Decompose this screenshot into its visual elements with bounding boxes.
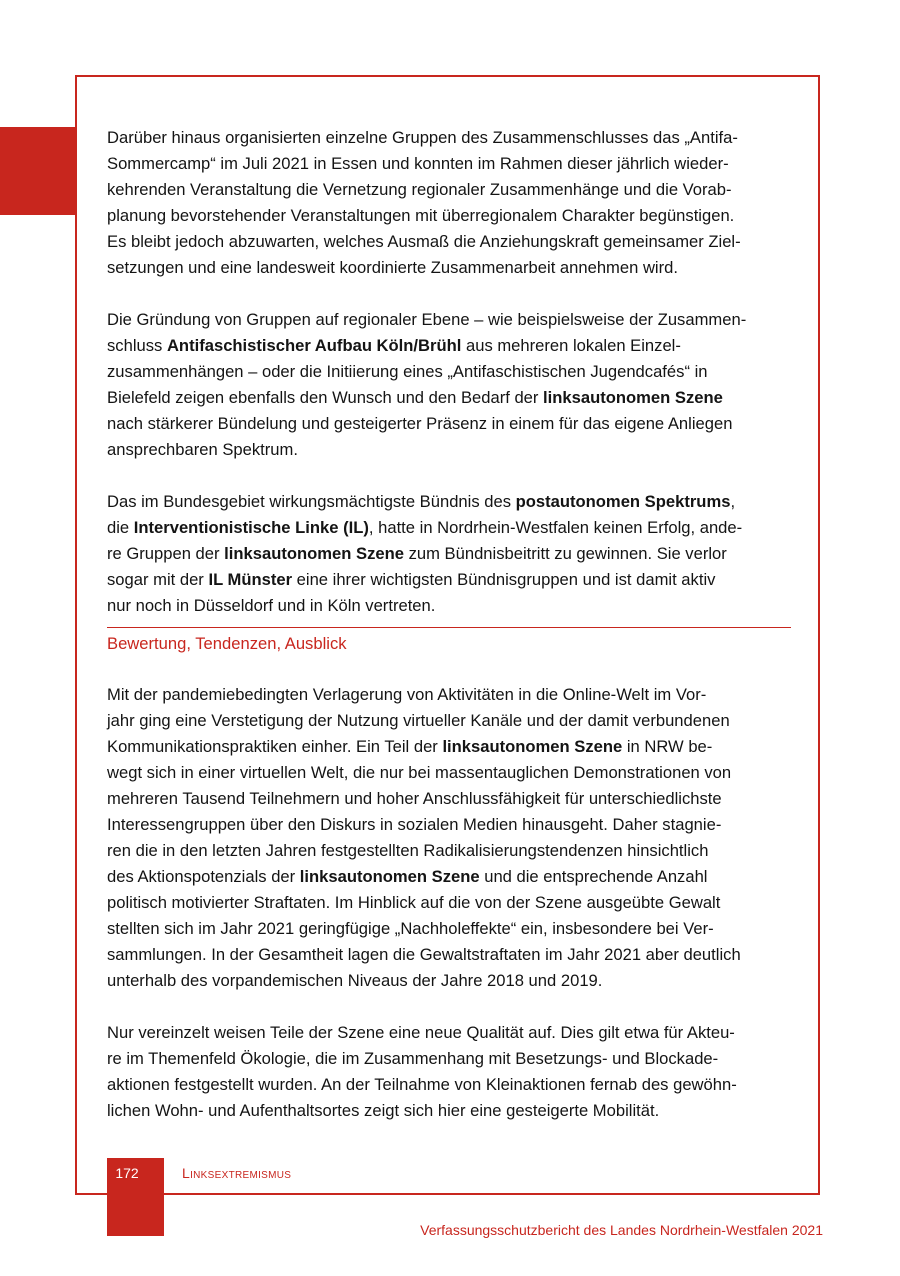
text-line	[107, 760, 791, 786]
text-run: Mit der pandemiebedingten Verlagerung von Aktivitäten in die Online-Welt im Vor-	[107, 685, 707, 704]
text-line	[107, 942, 791, 968]
text-line	[107, 177, 791, 203]
chapter-label: Linksextremismus	[182, 1165, 292, 1181]
text-line	[107, 307, 791, 333]
text-run: unterhalb des vorpandemischen Niveaus der Jahre 2018 und 2019.	[107, 971, 603, 990]
paragraph	[107, 125, 791, 281]
text-run: Sommercamp“ im Juli 2021 in Essen und konnten im Rahmen dieser jährlich wieder-	[107, 154, 729, 173]
text-run: Darüber hinaus organisierten einzelne Gruppen des Zusammenschlusses das „Antifa-	[107, 128, 738, 147]
text-line	[107, 838, 791, 864]
text-run: ren die in den letzten Jahren festgestellten Radikalisierungstendenzen hinsichtlich	[107, 841, 709, 860]
text-line	[107, 682, 791, 708]
bold-term: linksautonomen Szene	[543, 388, 723, 407]
paragraph	[107, 682, 791, 994]
text-line	[107, 125, 791, 151]
text-run: zusammenhängen – oder die Initiierung eines „Antifaschistischen Jugendcafés“ in	[107, 362, 708, 381]
paragraph	[107, 489, 791, 619]
page-number: 172	[115, 1165, 139, 1181]
text-run: planung bevorstehender Veranstaltungen mit überregionalem Charakter begünstigen.	[107, 206, 735, 225]
text-line	[107, 1098, 791, 1124]
text-line	[107, 541, 791, 567]
text-run: aus mehreren lokalen Einzel-	[461, 336, 681, 355]
text-run: und die entsprechende Anzahl	[479, 867, 708, 886]
bold-term: linksautonomen Szene	[224, 544, 404, 563]
text-line	[107, 489, 791, 515]
text-line	[107, 151, 791, 177]
text-run: zum Bündnisbeitritt zu gewinnen. Sie verlor	[403, 544, 727, 563]
text-run: re Gruppen der	[107, 544, 225, 563]
text-run: des Aktionspotenzials der	[107, 867, 300, 886]
paragraphs-before-heading	[107, 125, 791, 619]
text-run: stellten sich im Jahr 2021 geringfügige „Nachholeffekte“ ein, insbesondere bei Ver-	[107, 919, 714, 938]
text-line	[107, 359, 791, 385]
bold-term: linksautonomen Szene	[299, 867, 480, 886]
text-line	[107, 890, 791, 916]
text-run: mehreren Tausend Teilnehmern und hoher Anschlussfähigkeit für unterschiedlichste	[107, 789, 722, 808]
text-line	[107, 708, 791, 734]
text-run: Bielefeld zeigen ebenfalls den Wunsch und den Bedarf der	[107, 388, 544, 407]
text-run: Es bleibt jedoch abzuwarten, welches Ausmaß die Anziehungskraft gemeinsamer Ziel-	[107, 232, 741, 251]
bold-term: linksautonomen Szene	[442, 737, 623, 756]
text-line	[107, 968, 791, 994]
text-line	[107, 411, 791, 437]
text-line	[107, 255, 791, 281]
text-run: die	[107, 518, 134, 537]
paragraph	[107, 1020, 791, 1124]
paragraph	[107, 307, 791, 463]
bold-term: postautonomen Spektrums	[515, 492, 731, 511]
text-run: Kommunikationspraktiken einher. Ein Teil der	[107, 737, 443, 756]
text-run: Nur vereinzelt weisen Teile der Szene eine neue Qualität auf. Dies gilt etwa für Akteu-	[107, 1023, 735, 1042]
text-run: nach stärkerer Bündelung und gesteigerter Präsenz in einem für das eigene Anliegen	[107, 414, 733, 433]
bold-term: Interventionistische Linke (IL)	[133, 518, 369, 537]
text-run: aktionen festgestellt wurden. An der Teilnahme von Kleinaktionen fernab des gewöhn-	[107, 1075, 737, 1094]
text-line	[107, 1072, 791, 1098]
text-line	[107, 567, 791, 593]
text-run: ansprechbaren Spektrum.	[107, 440, 298, 459]
text-run: wegt sich in einer virtuellen Welt, die nur bei massentauglichen Demonstrationen von	[107, 763, 732, 782]
text-run: Die Gründung von Gruppen auf regionaler Ebene – wie beispielsweise der Zusammen-	[107, 310, 747, 329]
text-line	[107, 593, 791, 619]
bold-term: Antifaschistischer Aufbau Köln/Brühl	[166, 336, 462, 355]
text-run: kehrenden Veranstaltung die Vernetzung regionaler Zusammenhänge und die Vorab-	[107, 180, 732, 199]
text-line	[107, 385, 791, 411]
paragraphs-after-heading	[107, 682, 791, 1124]
text-run: eine ihrer wichtigsten Bündnisgruppen und ist damit aktiv	[292, 570, 716, 589]
text-line	[107, 229, 791, 255]
report-title-footer: Verfassungsschutzbericht des Landes Nordrhein-Westfalen 2021	[420, 1222, 823, 1238]
text-line	[107, 812, 791, 838]
text-line	[107, 786, 791, 812]
side-color-tab	[0, 127, 76, 215]
text-run: jahr ging eine Verstetigung der Nutzung virtueller Kanäle und der damit verbundenen	[107, 711, 730, 730]
text-line	[107, 864, 791, 890]
bold-term: IL Münster	[208, 570, 293, 589]
text-run: setzungen und eine landesweit koordinierte Zusammenarbeit annehmen wird.	[107, 258, 678, 277]
text-run: sammlungen. In der Gesamtheit lagen die Gewaltstraftaten im Jahr 2021 aber deutlich	[107, 945, 741, 964]
section-divider	[107, 627, 791, 628]
text-line	[107, 515, 791, 541]
text-run: ,	[730, 492, 736, 511]
text-run: nur noch in Düsseldorf und in Köln vertreten.	[107, 596, 436, 615]
text-line	[107, 333, 791, 359]
text-line	[107, 734, 791, 760]
section-subheading: Bewertung, Tendenzen, Ausblick	[107, 634, 347, 653]
text-run: schluss	[107, 336, 167, 355]
text-line	[107, 1046, 791, 1072]
text-line	[107, 203, 791, 229]
text-run: Interessengruppen über den Diskurs in sozialen Medien hinausgeht. Daher stagnie-	[107, 815, 722, 834]
text-line	[107, 916, 791, 942]
text-line	[107, 437, 791, 463]
text-run: re im Themenfeld Ökologie, die im Zusammenhang mit Besetzungs- und Blockade-	[107, 1049, 719, 1068]
text-run: politisch motivierter Straftaten. Im Hinblick auf die von der Szene ausgeübte Gewalt	[107, 893, 721, 912]
text-run: lichen Wohn- und Aufenthaltsortes zeigt sich hier eine gesteigerte Mobilität.	[107, 1101, 660, 1120]
text-run: Das im Bundesgebiet wirkungsmächtigste Bündnis des	[107, 492, 516, 511]
text-run: sogar mit der	[107, 570, 209, 589]
text-run: in NRW be-	[622, 737, 713, 756]
text-line	[107, 1020, 791, 1046]
text-run: , hatte in Nordrhein-Westfalen keinen Erfolg, ande-	[368, 518, 743, 537]
body-text	[107, 125, 791, 1124]
